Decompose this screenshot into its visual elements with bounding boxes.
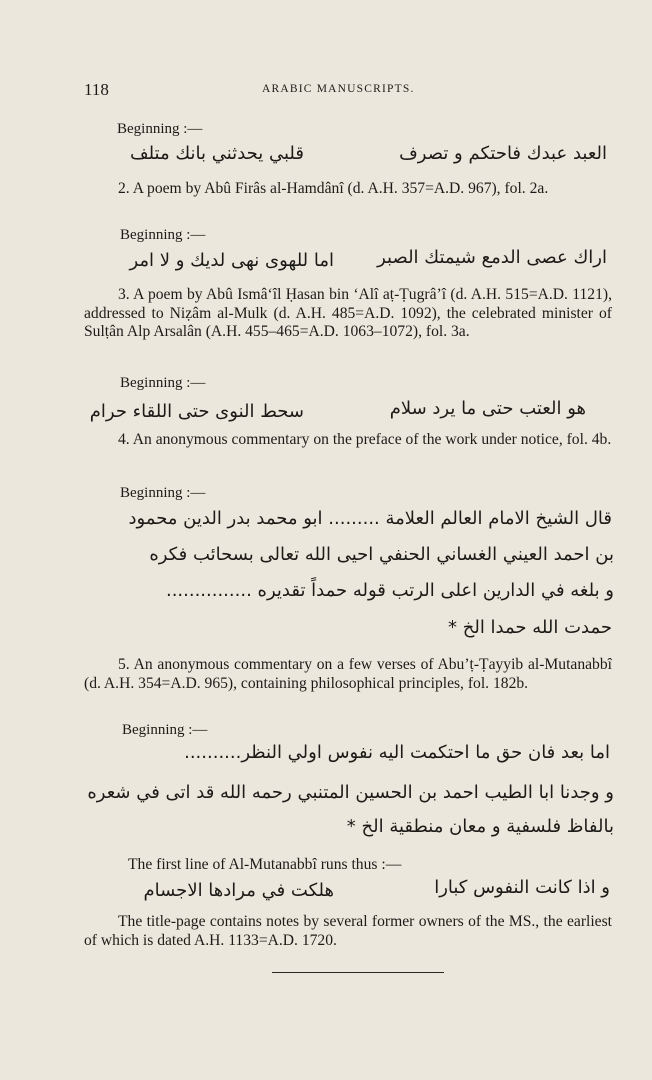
first-line-label: The first line of Al-Mutanabbî runs thus :— <box>128 856 402 873</box>
arabic-verse-hemistich-1: و اذا كانت النفوس كبارا <box>434 877 610 898</box>
item-3-description: 3. A poem by Abû Ismâ‘îl Ḥasan bin ‘Alî aṭ-Ṭugrâ’î (d. A.H. 515=A.D. 1121), addressed to Niẓâm al-Mulk (d. A.H. 485=A.D. 1092), the celebrated minister of Sulṭân Alp Arsalân (A.H. 455–465=A.D. 1063–1072), fol. 3a. <box>84 286 612 340</box>
arabic-verse-hemistich-1: اراك عصى الدمع شيمتك الصبر <box>377 247 607 268</box>
beginning-label: Beginning :— <box>120 375 206 391</box>
arabic-verse-hemistich-1: العبد عبدك فاحتكم و تصرف <box>399 143 607 164</box>
item-4-description: 4. An anonymous commentary on the preface of the work under notice, fol. 4b. <box>118 431 612 448</box>
beginning-label: Beginning :— <box>122 722 208 738</box>
arabic-prose-line: و بلغه في الدارين اعلى الرتب قوله حمداً تقديره ............... <box>165 580 614 601</box>
end-rule <box>272 972 444 973</box>
page-number: 118 <box>84 80 109 99</box>
item-5-description: 5. An anonymous commentary on a few verses of Abu’ṭ-Ṭayyib al-Mutanabbî (d. A.H. 354=A.D. 965), containing philosophical principles, fol. 182b. <box>84 656 612 692</box>
arabic-verse-hemistich-2: سحط النوى حتى اللقاء حرام <box>89 401 304 422</box>
arabic-prose-line: حمدت الله حمدا الخ * <box>448 617 612 638</box>
arabic-verse-hemistich-2: هلكت في مرادها الاجسام <box>143 880 334 901</box>
arabic-prose-line: اما بعد فان حق ما احتكمت اليه نفوس اولي النظر.......... <box>184 742 610 763</box>
item-2-description: 2. A poem by Abû Firâs al-Hamdânî (d. A.H. 357=A.D. 967), fol. 2a. <box>118 180 549 197</box>
arabic-verse-hemistich-2: قلبي يحدثني بانك متلف <box>129 143 304 164</box>
arabic-prose-line: بالفاظ فلسفية و معان منطقية الخ * <box>346 816 614 837</box>
beginning-label: Beginning :— <box>120 485 206 501</box>
arabic-verse-hemistich-2: اما للهوى نهى لديك و لا امر <box>129 250 334 271</box>
beginning-label: Beginning :— <box>120 227 206 243</box>
running-title: ARABIC MANUSCRIPTS. <box>262 83 415 95</box>
arabic-prose-line: بن احمد العيني الغساني الحنفي احيى الله تعالى بسحائب فكره <box>149 544 614 565</box>
arabic-verse-hemistich-1: هو العتب حتى ما يرد سلام <box>389 398 586 419</box>
arabic-prose-line: و وجدنا ابا الطيب احمد بن الحسين المتنبي رحمه الله قد اتى في شعره <box>87 782 614 803</box>
closing-paragraph: The title-page contains notes by several former owners of the MS., the earliest of which is dated A.H. 1133=A.D. 1720. <box>84 913 612 949</box>
beginning-label: Beginning :— <box>117 121 203 137</box>
arabic-prose-line: قال الشيخ الامام العالم العلامة ......... ابو محمد بدر الدين محمود <box>128 508 612 529</box>
